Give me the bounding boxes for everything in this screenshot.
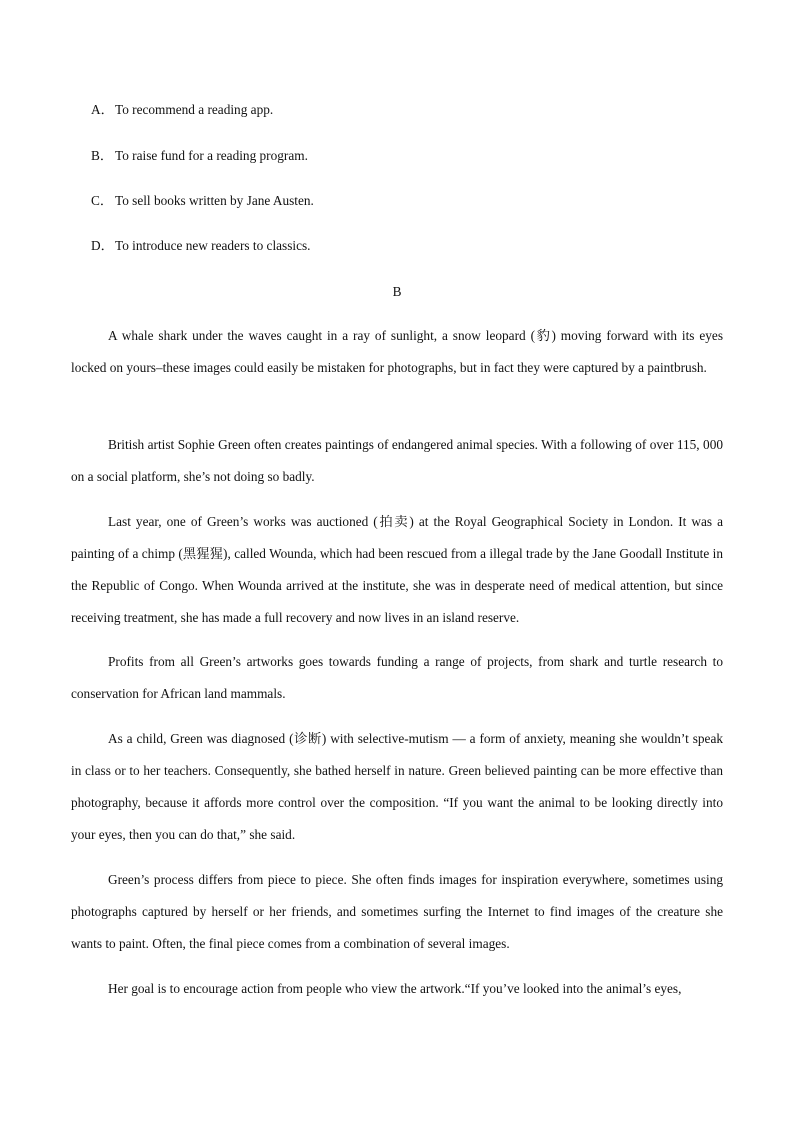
paragraph-1: A whale shark under the waves caught in a ray of sunlight, a snow leopard (豹) moving forward with its eyes locked on yours–these images could easily be mistaken for photographs, but in fact they were captured by a paintbrush. bbox=[71, 328, 723, 375]
section-heading: B bbox=[392, 284, 402, 299]
paragraph-6: Green’s process differs from piece to piece. She often finds images for inspiration everywhere, sometimes using photographs captured by herself or her friends, and sometimes surfing the Internet to find images of the creature she wants to paint. Often, the final piece comes from a combination of several images. bbox=[71, 872, 723, 951]
paragraph-5: As a child, Green was diagnosed (诊断) with selective-mutism — a form of anxiety, meaning she wouldn’t speak in class or to her teachers. Consequently, she bathed herself in nature. Green believed painting can be more effective than photography, because it affords more control over the composition. “If you want the animal to be looking directly into your eyes, then you can do that,” she said. bbox=[71, 731, 723, 842]
option-letter: B． bbox=[91, 148, 114, 163]
option-text: To recommend a reading app. bbox=[115, 102, 274, 117]
paragraph-7: Her goal is to encourage action from people who view the artwork.“If you’ve looked into the animal’s eyes, bbox=[108, 981, 682, 996]
answer-option-c[interactable] bbox=[91, 192, 314, 210]
paragraph-4: Profits from all Green’s artworks goes towards funding a range of projects, from shark and turtle research to conservation for African land mammals. bbox=[71, 654, 723, 701]
option-text: To sell books written by Jane Austen. bbox=[115, 193, 314, 208]
paragraph-3: Last year, one of Green’s works was auctioned (拍卖) at the Royal Geographical Society in London. It was a painting of a chimp (黑猩猩), called Wounda, which had been rescued from a illegal trade by the Jane Goodall Institute in the Republic of Congo. When Wounda arrived at the institute, she was in desperate need of medical attention, but since receiving treatment, she has made a full recovery and now lives in an island reserve. bbox=[71, 514, 723, 625]
paragraph-2: British artist Sophie Green often creates paintings of endangered animal species. With a following of over 115, 000 on a social platform, she’s not doing so badly. bbox=[71, 437, 723, 484]
option-text: To introduce new readers to classics. bbox=[115, 238, 311, 253]
option-letter: C． bbox=[91, 193, 114, 208]
option-letter: A． bbox=[91, 102, 114, 117]
option-letter: D． bbox=[91, 238, 114, 253]
answer-option-b[interactable] bbox=[91, 147, 308, 165]
answer-option-a[interactable] bbox=[91, 101, 273, 119]
option-text: To raise fund for a reading program. bbox=[115, 148, 308, 163]
answer-option-d[interactable] bbox=[91, 237, 311, 255]
